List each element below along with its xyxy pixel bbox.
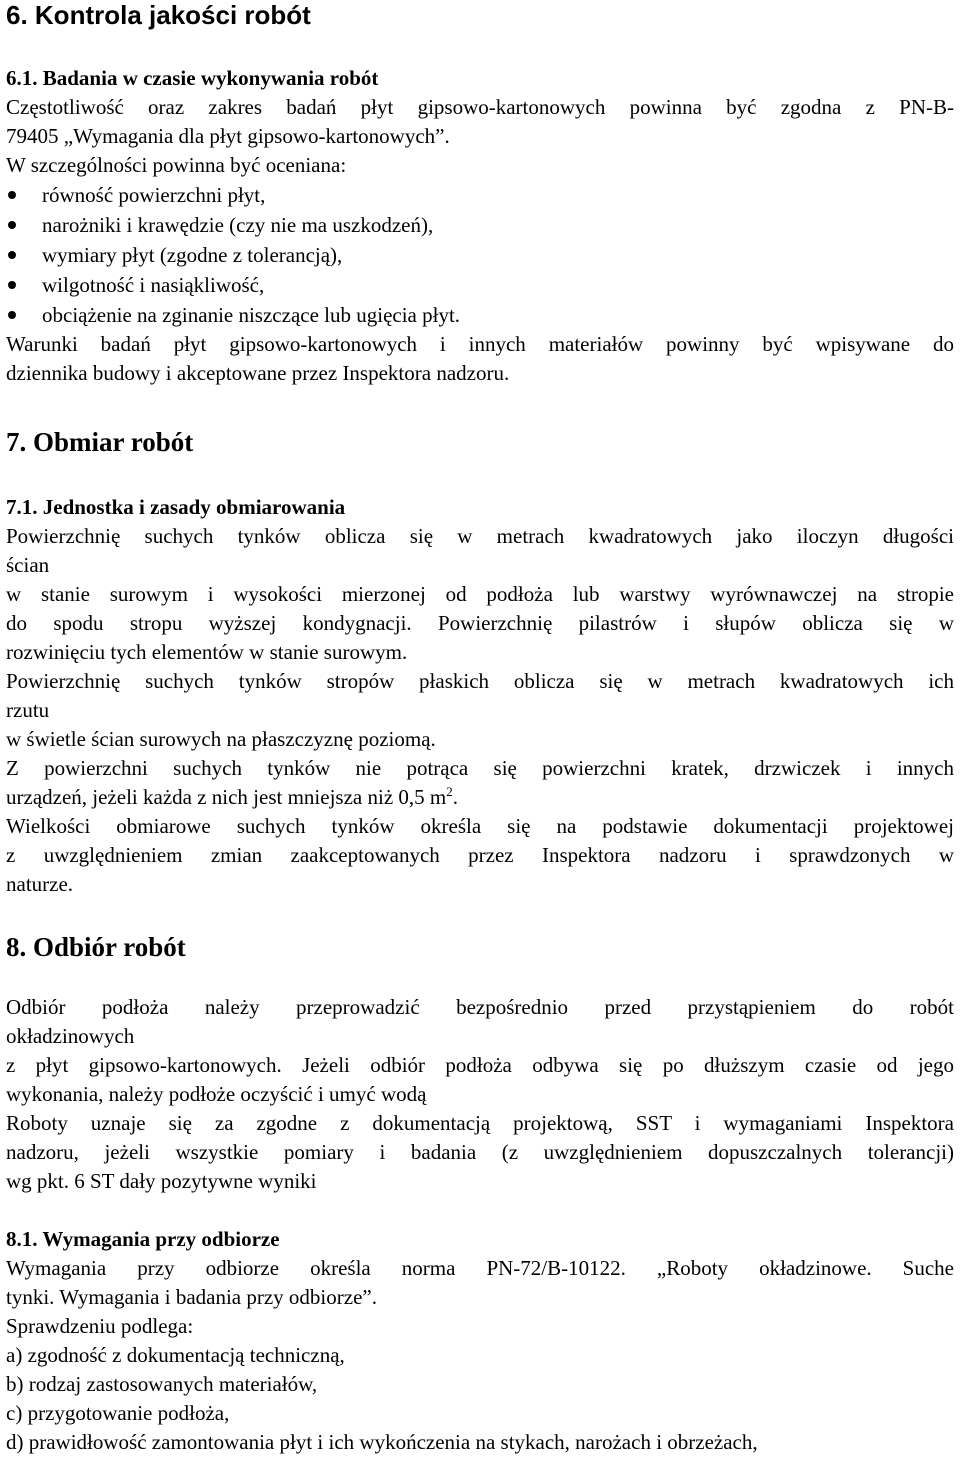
paragraph-line: dziennika budowy i akceptowane przez Inspektora nadzoru.: [6, 361, 510, 385]
paragraph-line: wykonania, należy podłoże oczyścić i umyć wodą: [6, 1082, 427, 1106]
paragraph-line: Powierzchnię suchych tynków oblicza się w metrach kwadratowych jako iloczyn długości: [6, 524, 954, 548]
paragraph-line: b) rodzaj zastosowanych materiałów,: [6, 1372, 318, 1396]
document-page: [6, 0, 954, 1456]
paragraph-line: ścian: [6, 553, 50, 577]
section-8-body: [6, 993, 954, 1196]
section-7-1-heading: 7.1. Jednostka i zasady obmiarowania: [6, 495, 346, 519]
evaluation-list: [6, 180, 954, 330]
paragraph-line: rzutu: [6, 698, 50, 722]
paragraph-line: do spodu stropu wyższej kondygnacji. Powierzchnię pilastrów i słupów oblicza się w: [6, 611, 954, 635]
section-7-1: [6, 493, 954, 899]
section-6-1: [6, 64, 954, 388]
section-6-1-heading: 6.1. Badania w czasie wykonywania robót: [6, 66, 379, 90]
paragraph-line: nadzoru, jeżeli wszystkie pomiary i badania (z uwzględnieniem dopuszczalnych tolerancji): [6, 1140, 954, 1164]
paragraph-line: Wymagania przy odbiorze określa norma PN-72/B-10122. „Roboty okładzinowe. Suche: [6, 1256, 954, 1280]
bullet-icon: [8, 251, 16, 259]
paragraph-line: z uwzględnieniem zmian zaakceptowanych przez Inspektora nadzoru i sprawdzonych w: [6, 843, 954, 867]
paragraph-line: okładzinowych: [6, 1024, 135, 1048]
paragraph-line: Z powierzchni suchych tynków nie potrąca się powierzchni kratek, drzwiczek i innych: [6, 756, 954, 780]
paragraph-line: Roboty uznaje się za zgodne z dokumentacją projektową, SST i wymaganiami Inspektora: [6, 1111, 954, 1135]
paragraph-line: w stanie surowym i wysokości mierzonej od podłoża lub warstwy wyrównawczej na stropie: [6, 582, 954, 606]
paragraph-line: d) prawidłowość zamontowania płyt i ich wykończenia na stykach, narożach i obrzeżach,: [6, 1430, 758, 1454]
paragraph-line: 79405 „Wymagania dla płyt gipsowo-kartonowych”.: [6, 124, 450, 148]
paragraph-line: Powierzchnię suchych tynków stropów płaskich oblicza się w metrach kwadratowych ich: [6, 669, 954, 693]
paragraph-line: tynki. Wymagania i badania przy odbiorze”.: [6, 1285, 377, 1309]
list-item: wilgotność i nasiąkliwość,: [6, 270, 954, 300]
bullet-icon: [8, 191, 16, 199]
bullet-icon: [8, 311, 16, 319]
section-7-heading: 7. Obmiar robót: [6, 427, 194, 457]
section-8-1: [6, 1225, 954, 1457]
paragraph-line: a) zgodność z dokumentacją techniczną,: [6, 1343, 345, 1367]
list-item: obciążenie na zginanie niszczące lub ugięcia płyt.: [6, 300, 954, 330]
paragraph-line: Sprawdzeniu podlega:: [6, 1314, 194, 1338]
paragraph-line: Odbiór podłoża należy przeprowadzić bezpośrednio przed przystąpieniem do robót: [6, 995, 954, 1019]
paragraph-line: w świetle ścian surowych na płaszczyznę poziomą.: [6, 727, 436, 751]
bullet-icon: [8, 221, 16, 229]
paragraph-line: W szczególności powinna być oceniana:: [6, 153, 347, 177]
paragraph-line: naturze.: [6, 872, 74, 896]
paragraph-line: wg pkt. 6 ST dały pozytywne wyniki: [6, 1169, 317, 1193]
paragraph-line: urządzeń, jeżeli każda z nich jest mniejsza niż 0,5 $m^2$.: [6, 784, 458, 809]
section-8-1-heading: 8.1. Wymagania przy odbiorze: [6, 1227, 280, 1251]
paragraph-line: Warunki badań płyt gipsowo-kartonowych i innych materiałów powinny być wpisywane do: [6, 332, 954, 356]
list-item: równość powierzchni płyt,: [6, 180, 954, 210]
paragraph-line: Częstotliwość oraz zakres badań płyt gipsowo-kartonowych powinna być zgodna z PN-B-: [6, 95, 954, 119]
paragraph-line: rozwinięciu tych elementów w stanie surowym.: [6, 640, 408, 664]
paragraph-line: z płyt gipsowo-kartonowych. Jeżeli odbiór podłoża odbywa się po dłuższym czasie od jego: [6, 1053, 954, 1077]
list-item: narożniki i krawędzie (czy nie ma uszkodzeń),: [6, 210, 954, 240]
section-6-heading: 6. Kontrola jakości robót: [6, 0, 311, 30]
list-item: wymiary płyt (zgodne z tolerancją),: [6, 240, 954, 270]
bullet-icon: [8, 281, 16, 289]
section-8-heading: 8. Odbiór robót: [6, 932, 186, 962]
paragraph-line: Wielkości obmiarowe suchych tynków określa się na podstawie dokumentacji projektowej: [6, 814, 954, 838]
paragraph-line: c) przygotowanie podłoża,: [6, 1401, 230, 1425]
